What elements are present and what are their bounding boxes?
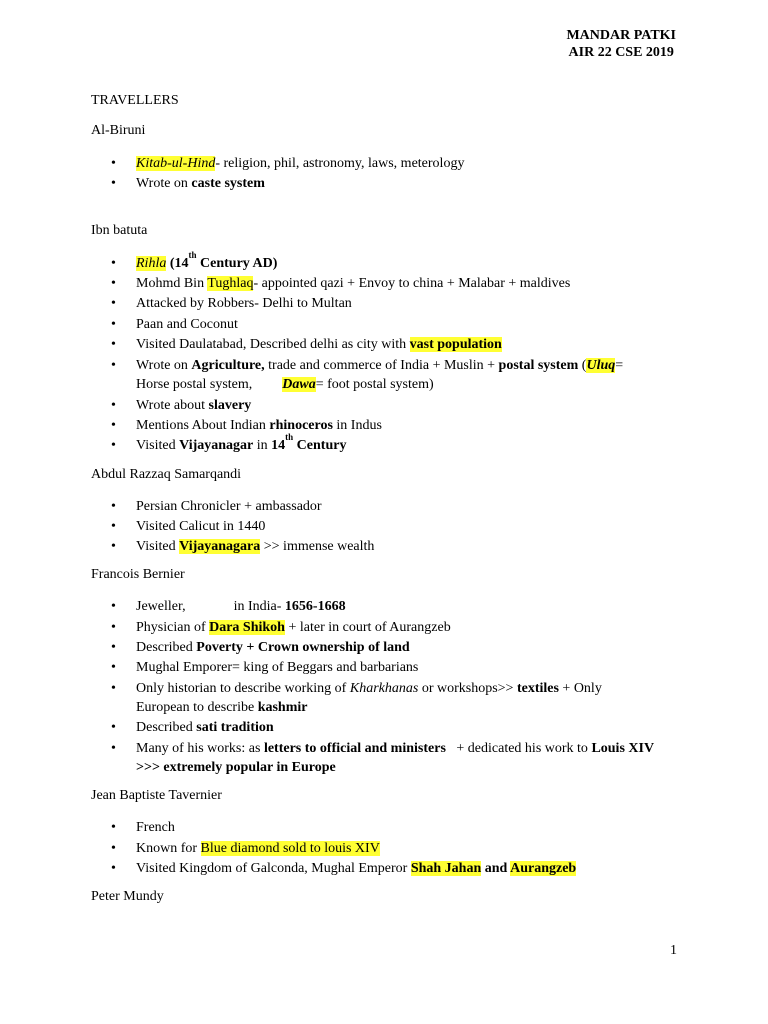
author-header — [566, 27, 676, 61]
list-item: • Wrote on caste system — [136, 174, 676, 193]
list-item: • Many of his works: as letters to official and ministers + dedicated his work to Louis XIV >>> extremely popular in Europe — [136, 739, 676, 777]
list-item: • Mohmd Bin Tughlaq- appointed qazi + Envoy to china + Malabar + maldives — [136, 274, 676, 293]
list-item: • Kitab-ul-Hind- religion, phil, astronomy, laws, meterology — [136, 154, 676, 173]
list-item: • Only historian to describe working of Kharkhanas or workshops>> textiles + Only European to describe kashmir — [136, 679, 646, 717]
list-item: • Attacked by Robbers- Delhi to Multan — [136, 294, 676, 313]
list-item: • Jeweller, in India- 1656-1668 — [136, 597, 676, 616]
page-title: TRAVELLERS — [91, 93, 179, 108]
list-item: • Visited Calicut in 1440 — [136, 517, 676, 536]
section-heading-francois-bernier: Francois Bernier — [91, 567, 185, 582]
author-rank: AIR 22 CSE 2019 — [568, 45, 674, 60]
list-item: • Described sati tradition — [136, 718, 676, 737]
list-item: • Mughal Emporer= king of Beggars and barbarians — [136, 658, 676, 677]
list-item: • Mentions About Indian rhinoceros in Indus — [136, 416, 676, 435]
list-item: • Rihla (14th Century AD) — [136, 254, 676, 273]
list-item: • Wrote on Agriculture, trade and commerce of India + Muslin + postal system (Uluq= Horse postal system, Dawa= foot postal system) — [136, 356, 676, 394]
page-number: 1 — [670, 943, 677, 958]
section-heading-peter-mundy: Peter Mundy — [91, 889, 164, 904]
section-heading-abdul-razzaq: Abdul Razzaq Samarqandi — [91, 467, 242, 482]
list-item: • Persian Chronicler + ambassador — [136, 497, 676, 516]
list-item: • Described Poverty + Crown ownership of land — [136, 638, 676, 657]
section-heading-tavernier: Jean Baptiste Tavernier — [91, 788, 222, 803]
list-item: • Visited Daulatabad, Described delhi as city with vast population — [136, 335, 676, 354]
list-item: • Visited Kingdom of Galconda, Mughal Emperor Shah Jahan and Aurangzeb — [136, 859, 676, 878]
list-item: • Wrote about slavery — [136, 396, 676, 415]
list-item: • Visited Vijayanagar in 14th Century — [136, 436, 676, 455]
list-item: • Physician of Dara Shikoh + later in court of Aurangzeb — [136, 618, 676, 637]
section-heading-al-biruni: Al-Biruni — [91, 123, 146, 138]
section-heading-ibn-batuta: Ibn batuta — [91, 223, 148, 238]
author-name: MANDAR PATKI — [566, 28, 676, 43]
list-item: • Known for Blue diamond sold to louis XIV — [136, 839, 676, 858]
list-item: • Paan and Coconut — [136, 315, 676, 334]
list-item: • French — [136, 818, 676, 837]
list-item: • Visited Vijayanagara >> immense wealth — [136, 537, 676, 556]
